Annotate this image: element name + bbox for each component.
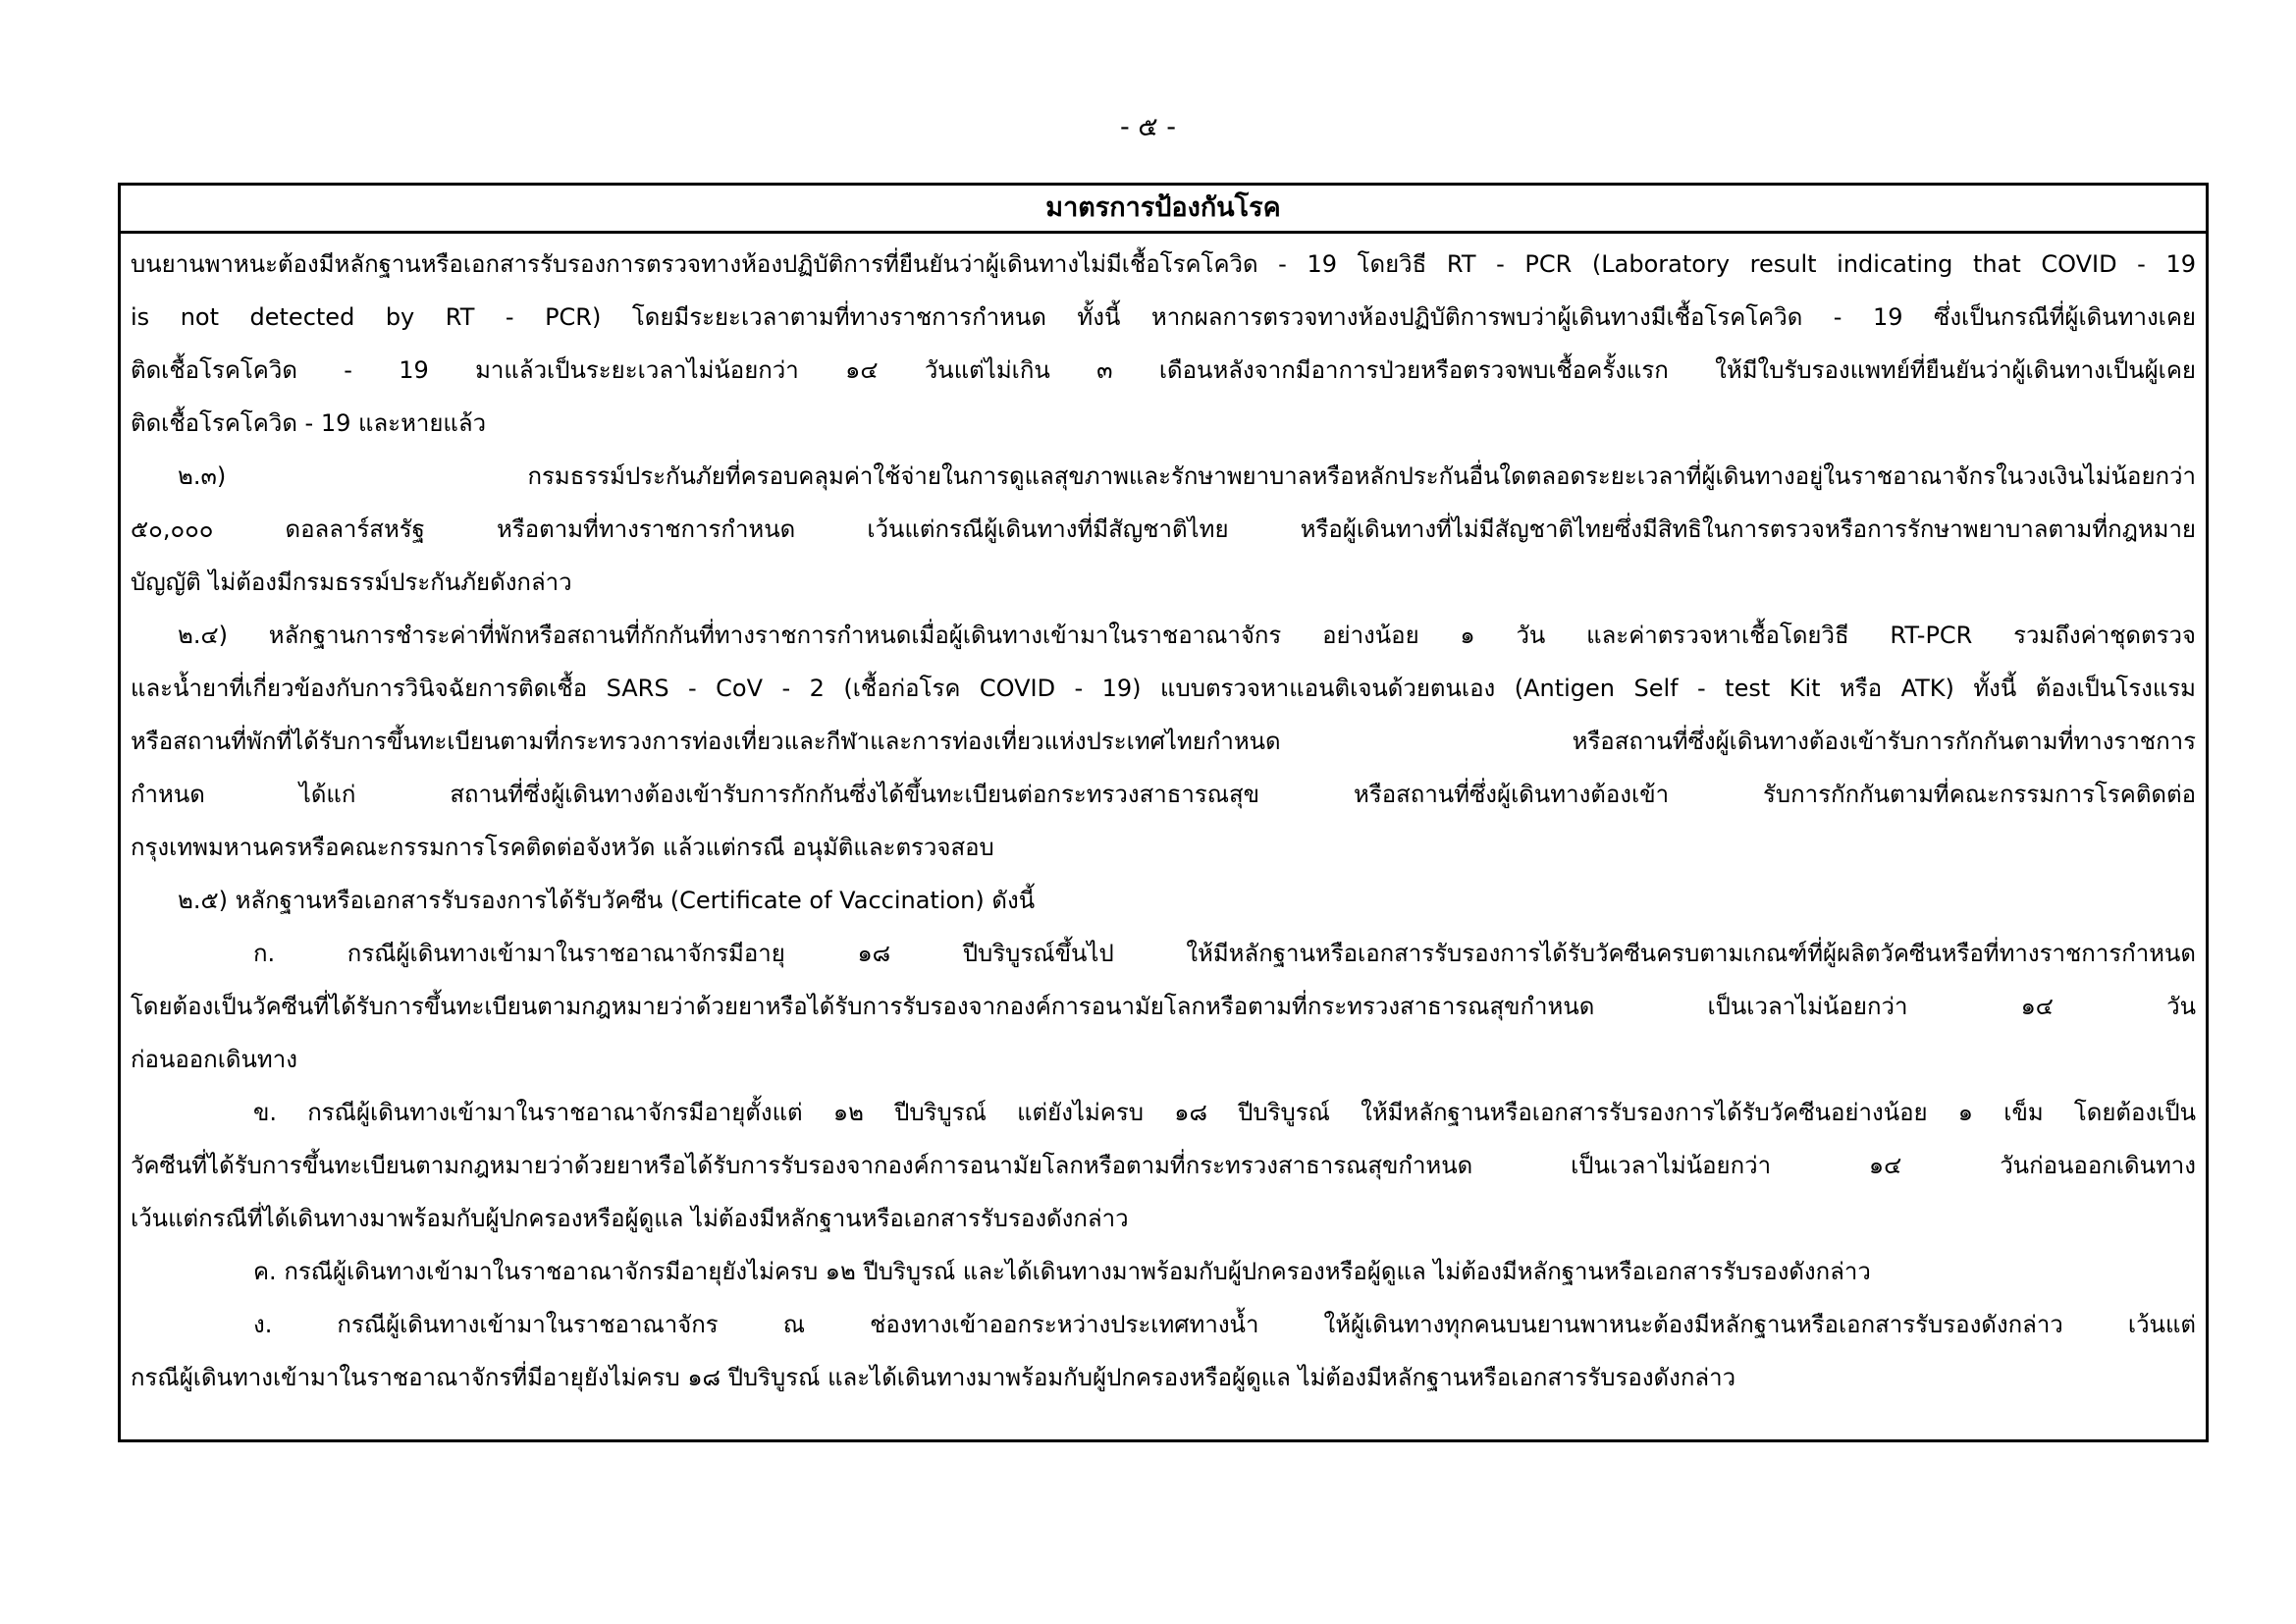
measures-table: [118, 183, 2209, 1442]
text-line: และน้ำยาที่เกี่ยวข้องกับการวินิจฉัยการติดเชื้อ SARS - CoV - 2 (เชื้อก่อโรค COVID - 19) แบบตรวจหาแอนติเจนด้วยตนเอง (Antigen Self - test Kit หรือ ATK) ทั้งนี้ ต้องเป็นโรงแรม: [131, 675, 2196, 702]
item-c-line: ค. กรณีผู้เดินทางเข้ามาในราชอาณาจักรมีอายุยังไม่ครบ ๑๒ ปีบริบูรณ์ และได้เดินทางมาพร้อมกับผู้ปกครองหรือผู้ดูแล ไม่ต้องมีหลักฐานหรือเอกสารรับรองดังกล่าว: [253, 1258, 1871, 1285]
item-b-line: ข. กรณีผู้เดินทางเข้ามาในราชอาณาจักรมีอายุตั้งแต่ ๑๒ ปีบริบูรณ์ แต่ยังไม่ครบ ๑๘ ปีบริบูรณ์ ให้มีหลักฐานหรือเอกสารรับรองการได้รับวัคซีนอย่างน้อย ๑ เข็ม โดยต้องเป็น: [253, 1099, 2196, 1126]
text-line: กรุงเทพมหานครหรือคณะกรรมการโรคติดต่อจังหวัด แล้วแต่กรณี อนุมัติและตรวจสอบ: [131, 834, 994, 861]
section-title: มาตรการป้องกันโรค: [121, 186, 2206, 234]
text-line: ติดเชื้อโรคโควิด - 19 และหายแล้ว: [131, 409, 487, 437]
text-line: กรณีผู้เดินทางเข้ามาในราชอาณาจักรที่มีอายุยังไม่ครบ ๑๘ ปีบริบูรณ์ และได้เดินทางมาพร้อมกับผู้ปกครองหรือผู้ดูแล ไม่ต้องมีหลักฐานหรือเอกสารรับรองดังกล่าว: [131, 1364, 1736, 1391]
paragraph-2-4-line: ๒.๔) หลักฐานการชำระค่าที่พักหรือสถานที่กักกันที่ทางราชการกำหนดเมื่อผู้เดินทางเข้ามาในราชอาณาจักร อย่างน้อย ๑ วัน และค่าตรวจหาเชื้อโดยวิธี RT-PCR รวมถึงค่าชุดตรวจ: [178, 622, 2196, 649]
paragraph-2-3-line: ๒.๓) กรมธรรม์ประกันภัยที่ครอบคลุมค่าใช้จ่ายในการดูแลสุขภาพและรักษาพยาบาลหรือหลักประกันอื่นใดตลอดระยะเวลาที่ผู้เดินทางอยู่ในราชอาณาจักรในวงเงินไม่น้อยกว่า: [178, 462, 2196, 490]
text-line: is not detected by RT - PCR) โดยมีระยะเวลาตามที่ทางราชการกำหนด ทั้งนี้ หากผลการตรวจทางห้องปฏิบัติการพบว่าผู้เดินทางมีเชื้อโรคโควิด - 19 ซึ่งเป็นกรณีที่ผู้เดินทางเคย: [131, 303, 2196, 331]
text-line: วัคซีนที่ได้รับการขึ้นทะเบียนตามกฎหมายว่าด้วยยาหรือได้รับการรับรองจากองค์การอนามัยโลกหรือตามที่กระทรวงสาธารณสุขกำหนด เป็นเวลาไม่น้อยกว่า ๑๔ วันก่อนออกเดินทาง: [131, 1152, 2196, 1179]
page-number: - ๕ -: [1119, 112, 1177, 142]
text-line: เว้นแต่กรณีที่ได้เดินทางมาพร้อมกับผู้ปกครองหรือผู้ดูแล ไม่ต้องมีหลักฐานหรือเอกสารรับรองดังกล่าว: [131, 1205, 1129, 1232]
text-line: โดยต้องเป็นวัคซีนที่ได้รับการขึ้นทะเบียนตามกฎหมายว่าด้วยยาหรือได้รับการรับรองจากองค์การอนามัยโลกหรือตามที่กระทรวงสาธารณสุขกำหนด เป็นเวลาไม่น้อยกว่า ๑๔ วัน: [131, 993, 2196, 1020]
text-line: ก่อนออกเดินทาง: [131, 1046, 297, 1073]
text-line: บนยานพาหนะต้องมีหลักฐานหรือเอกสารรับรองการตรวจทางห้องปฏิบัติการที่ยืนยันว่าผู้เดินทางไม่มีเชื้อโรคโควิด - 19 โดยวิธี RT - PCR (Laboratory result indicating that COVID - 19: [131, 250, 2196, 278]
item-a-line: ก. กรณีผู้เดินทางเข้ามาในราชอาณาจักรมีอายุ ๑๘ ปีบริบูรณ์ขึ้นไป ให้มีหลักฐานหรือเอกสารรับรองการได้รับวัคซีนครบตามเกณฑ์ที่ผู้ผลิตวัคซีนหรือที่ทางราชการกำหนด: [253, 940, 2196, 967]
table-body: [121, 234, 2206, 1404]
paragraph-2-5-line: ๒.๕) หลักฐานหรือเอกสารรับรองการได้รับวัคซีน (Certificate of Vaccination) ดังนี้: [178, 887, 1036, 914]
text-line: ๕๐,๐๐๐ ดอลลาร์สหรัฐ หรือตามที่ทางราชการกำหนด เว้นแต่กรณีผู้เดินทางที่มีสัญชาติไทย หรือผู้เดินทางที่ไม่มีสัญชาติไทยซึ่งมีสิทธิในการตรวจหรือการรักษาพยาบาลตามที่กฎหมาย: [131, 515, 2196, 543]
text-line: กำหนด ได้แก่ สถานที่ซึ่งผู้เดินทางต้องเข้ารับการกักกันซึ่งได้ขึ้นทะเบียนต่อกระทรวงสาธารณสุข หรือสถานที่ซึ่งผู้เดินทางต้องเข้า รับการกักกันตามที่คณะกรรมการโรคติดต่อ: [131, 781, 2196, 808]
text-line: หรือสถานที่พักที่ได้รับการขึ้นทะเบียนตามที่กระทรวงการท่องเที่ยวและกีฬาและการท่องเที่ยวแห่งประเทศไทยกำหนด หรือสถานที่ซึ่งผู้เดินทางต้องเข้ารับการกักกันตามที่ทางราชการ: [131, 728, 2196, 755]
text-line: ติดเชื้อโรคโควิด - 19 มาแล้วเป็นระยะเวลาไม่น้อยกว่า ๑๔ วันแต่ไม่เกิน ๓ เดือนหลังจากมีอาการป่วยหรือตรวจพบเชื้อครั้งแรก ให้มีใบรับรองแพทย์ที่ยืนยันว่าผู้เดินทางเป็นผู้เคย: [131, 356, 2196, 384]
text-line: บัญญัติ ไม่ต้องมีกรมธรรม์ประกันภัยดังกล่าว: [131, 568, 572, 596]
item-d-line: ง. กรณีผู้เดินทางเข้ามาในราชอาณาจักร ณ ช่องทางเข้าออกระหว่างประเทศทางน้ำ ให้ผู้เดินทางทุกคนบนยานพาหนะต้องมีหลักฐานหรือเอกสารรับรองดังกล่าว เว้นแต่: [253, 1311, 2196, 1338]
